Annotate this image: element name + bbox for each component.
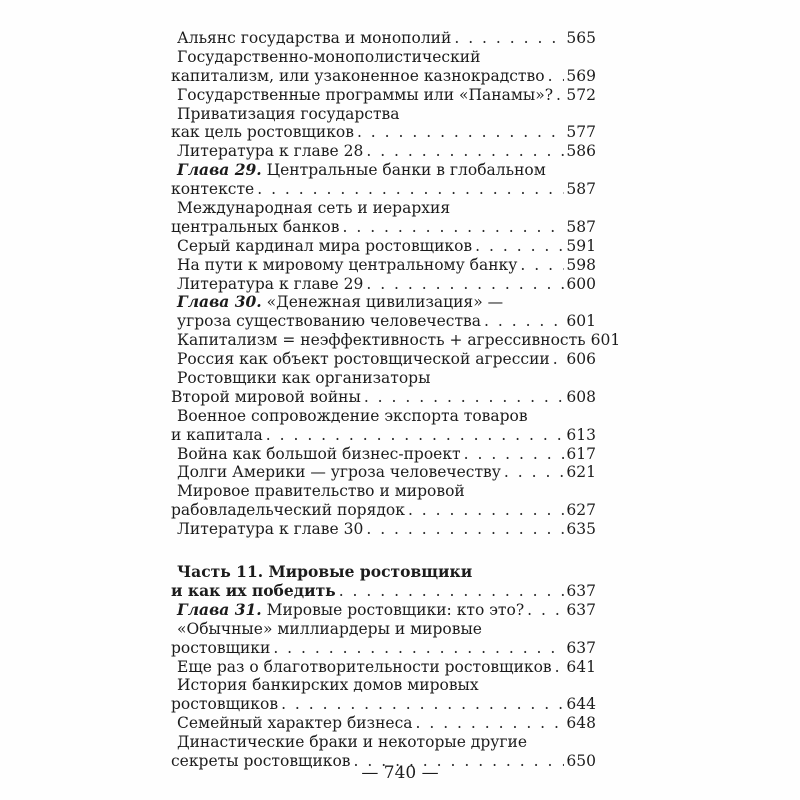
dot-leader [464,445,565,464]
toc-entry-title [177,293,503,312]
toc-entry-text: «Денежная цивилизация» — [261,293,504,312]
dot-leader [257,180,564,199]
chapter-heading-line [171,161,596,180]
dot-leader [266,426,565,445]
toc-entry-title [177,350,550,369]
toc-page-number: 591 [566,236,596,255]
toc-entry-text: капитализм, или узаконенное казнокрадство [171,66,545,85]
toc-entry [171,407,596,426]
toc-entry [171,237,596,256]
toc-entry [171,67,596,86]
toc-entry [171,123,596,142]
toc-entry-title [177,142,363,161]
toc-entry [171,658,596,677]
dot-leader [416,714,565,733]
toc-entry [171,218,596,237]
toc-page-number: 637 [566,600,596,619]
dot-leader [366,275,564,294]
dot-leader [553,350,565,369]
toc-entry [171,733,596,752]
toc-entry-text: Еще раз о благотворительности ростовщиков [177,657,552,676]
toc-page-number: 601 [590,331,621,350]
toc-entry [171,350,596,369]
toc-entry-title [177,482,465,501]
chapter-label: Глава 29. [177,160,262,180]
toc-page-number: 586 [566,142,596,161]
toc-entry-text: Ростовщики как организаторы [177,369,431,388]
toc-page-number: 608 [566,387,596,406]
toc-page-number: 587 [566,217,596,236]
toc-entry [171,695,596,714]
toc-entry-text: Литература к главе 28 [177,142,364,161]
toc-page-number: 627 [566,501,596,520]
dot-leader [475,237,564,256]
toc-entry [171,142,596,161]
toc-page-number: 601 [566,312,596,331]
toc-entry-title [177,275,363,294]
dot-leader [527,601,564,620]
toc-entry-title [177,29,451,48]
toc-entry-title [177,237,472,256]
dot-leader [548,67,565,86]
dot-leader [520,256,564,275]
toc-entry [171,445,596,464]
toc-entry-text: На пути к мировому центральному банку [177,255,518,274]
toc-entry [171,312,596,331]
part-heading-line [171,563,596,582]
toc-entry-title [171,218,339,237]
toc-entry [171,676,596,695]
toc-entry-title [177,463,501,482]
toc-entry-title [177,48,480,67]
toc-entry-text: Приватизация государства [177,104,400,123]
toc-entry [171,180,596,199]
dot-leader [273,639,564,658]
toc-entry-title [177,161,546,180]
toc-entry-text: Часть 11. Мировые ростовщики [177,562,473,582]
toc-page-number: 621 [566,463,596,482]
toc-entry-text: центральных банков [171,217,340,236]
toc-entry [171,256,596,275]
toc-page-number: 572 [566,85,596,104]
dot-leader [556,86,564,105]
toc-page-number: 635 [566,520,596,539]
toc-entry [171,369,596,388]
toc-page-number: 577 [566,123,596,142]
toc-entry-text: Военное сопровождение экспорта товаров [177,406,528,425]
toc-entry-title [171,501,405,520]
toc-entry [171,714,596,733]
toc-entry-text: контексте [171,180,255,199]
toc-entry-title [171,582,336,601]
dot-leader [342,218,564,237]
toc-entry-title [177,563,472,582]
dot-leader [408,501,564,520]
toc-entry-title [177,369,430,388]
toc-page-number: 569 [566,66,596,85]
toc-entry-title [171,123,354,142]
toc-entry-title [177,658,552,677]
toc-entry [171,501,596,520]
toc-entry-title [177,407,528,426]
toc-entry-title [177,620,482,639]
toc-entry-text: секреты ростовщиков [171,751,351,770]
toc-entry-text: Семейный характер бизнеса [177,714,413,733]
toc-entry-text: и капитала [171,425,263,444]
toc-entry-text: Альянс государства и монополий [177,29,452,47]
toc-entry-text: Россия как объект ростовщической агрессии [177,350,550,369]
toc-page-number: 650 [566,751,596,770]
dot-leader [357,123,564,142]
toc-entry-text: и как их победить [171,580,336,600]
dot-leader [281,695,564,714]
chapter-label: Глава 30. [177,292,262,312]
toc-entry [171,105,596,124]
toc-entry-title [171,426,263,445]
toc-entry-title [177,733,527,752]
toc-page-number: 637 [566,581,596,600]
toc-entry-text: Долги Америки — угроза человечеству [177,463,501,482]
toc-entry-title [177,601,524,620]
toc-entry-text: Литература к главе 29 [177,274,364,293]
toc-entry [171,48,596,67]
toc-entry-title [177,331,586,350]
toc-entry-text: ростовщиков [171,695,279,714]
toc-entry-title [177,676,479,695]
toc-page-number: 606 [566,350,596,369]
toc-page-number: 600 [566,274,596,293]
chapter-heading-line [171,293,596,312]
toc-entry-text: Капитализм = неэффективность + агрессивность [177,331,586,350]
part-heading-line [171,582,596,601]
toc-entry [171,620,596,639]
toc-entry-title [177,520,363,539]
toc-entry-title [177,105,400,124]
toc-entry-title [177,445,461,464]
toc-entry-title [177,312,481,331]
table-of-contents [171,29,621,771]
dot-leader [366,142,564,161]
toc-page-number: 587 [566,180,596,199]
chapter-heading-line [171,601,596,620]
toc-entry-text: угроза существованию человечества [177,312,482,331]
toc-entry [171,426,596,445]
toc-entry [171,331,621,350]
page-number: — 740 — [361,763,439,783]
toc-page-number: 644 [566,695,596,714]
toc-entry-text: Государственные программы или «Панамы»? [177,85,554,104]
toc-entry-text: Международная сеть и иерархия [177,199,451,218]
toc-entry-text: Династические браки и некоторые другие [177,733,528,752]
dot-leader [504,463,565,482]
toc-entry-title [177,256,517,275]
toc-page-number: 637 [566,638,596,657]
toc-entry-text: как цель ростовщиков [171,123,354,142]
chapter-label: Глава 31. [177,599,262,619]
toc-entry [171,199,596,218]
toc-entry [171,463,596,482]
toc-entry [171,639,596,658]
toc-page-number: 617 [566,444,596,463]
dot-leader [366,520,564,539]
toc-entry-text: История банкирских домов мировых [177,676,479,695]
toc-page-number: 565 [566,29,596,47]
toc-entry-text: Война как большой бизнес-проект [177,444,461,463]
toc-page-number: 641 [566,657,596,676]
toc-entry-text: Центральные банки в глобальном [261,161,546,180]
toc-entry-title [171,639,270,658]
toc-entry [171,29,596,48]
toc-entry-text: Серый кардинал мира ростовщиков [177,236,473,255]
toc-entry-text: Мировые ростовщики: кто это? [261,600,525,619]
dot-leader [339,582,565,601]
toc-entry-title [171,180,254,199]
toc-entry-title [177,714,413,733]
toc-entry-text: Мировое правительство и мировой [177,482,465,501]
toc-entry [171,275,596,294]
toc-page-number: 613 [566,425,596,444]
dot-leader [555,658,565,677]
toc-entry-title [171,67,545,86]
toc-entry-text: рабовладельческий порядок [171,501,405,520]
toc-entry [171,520,596,539]
toc-entry-title [177,199,450,218]
toc-page-number: 648 [566,714,596,733]
dot-leader [454,29,564,48]
toc-entry-title [171,695,278,714]
toc-entry [171,482,596,501]
toc-entry-text: ростовщики [171,638,271,657]
toc-page-number: 598 [566,255,596,274]
dot-leader [364,388,565,407]
toc-entry-text: Второй мировой войны [171,387,361,406]
toc-entry-text: Государственно-монополистический [177,47,481,66]
toc-entry [171,86,596,105]
toc-entry-text: Литература к главе 30 [177,520,364,539]
dot-leader [484,312,564,331]
toc-entry-text: «Обычные» миллиардеры и мировые [177,619,482,638]
toc-entry [171,388,596,407]
toc-entry-title [177,86,553,105]
section-gap [171,539,596,563]
toc-entry-title [171,388,361,407]
